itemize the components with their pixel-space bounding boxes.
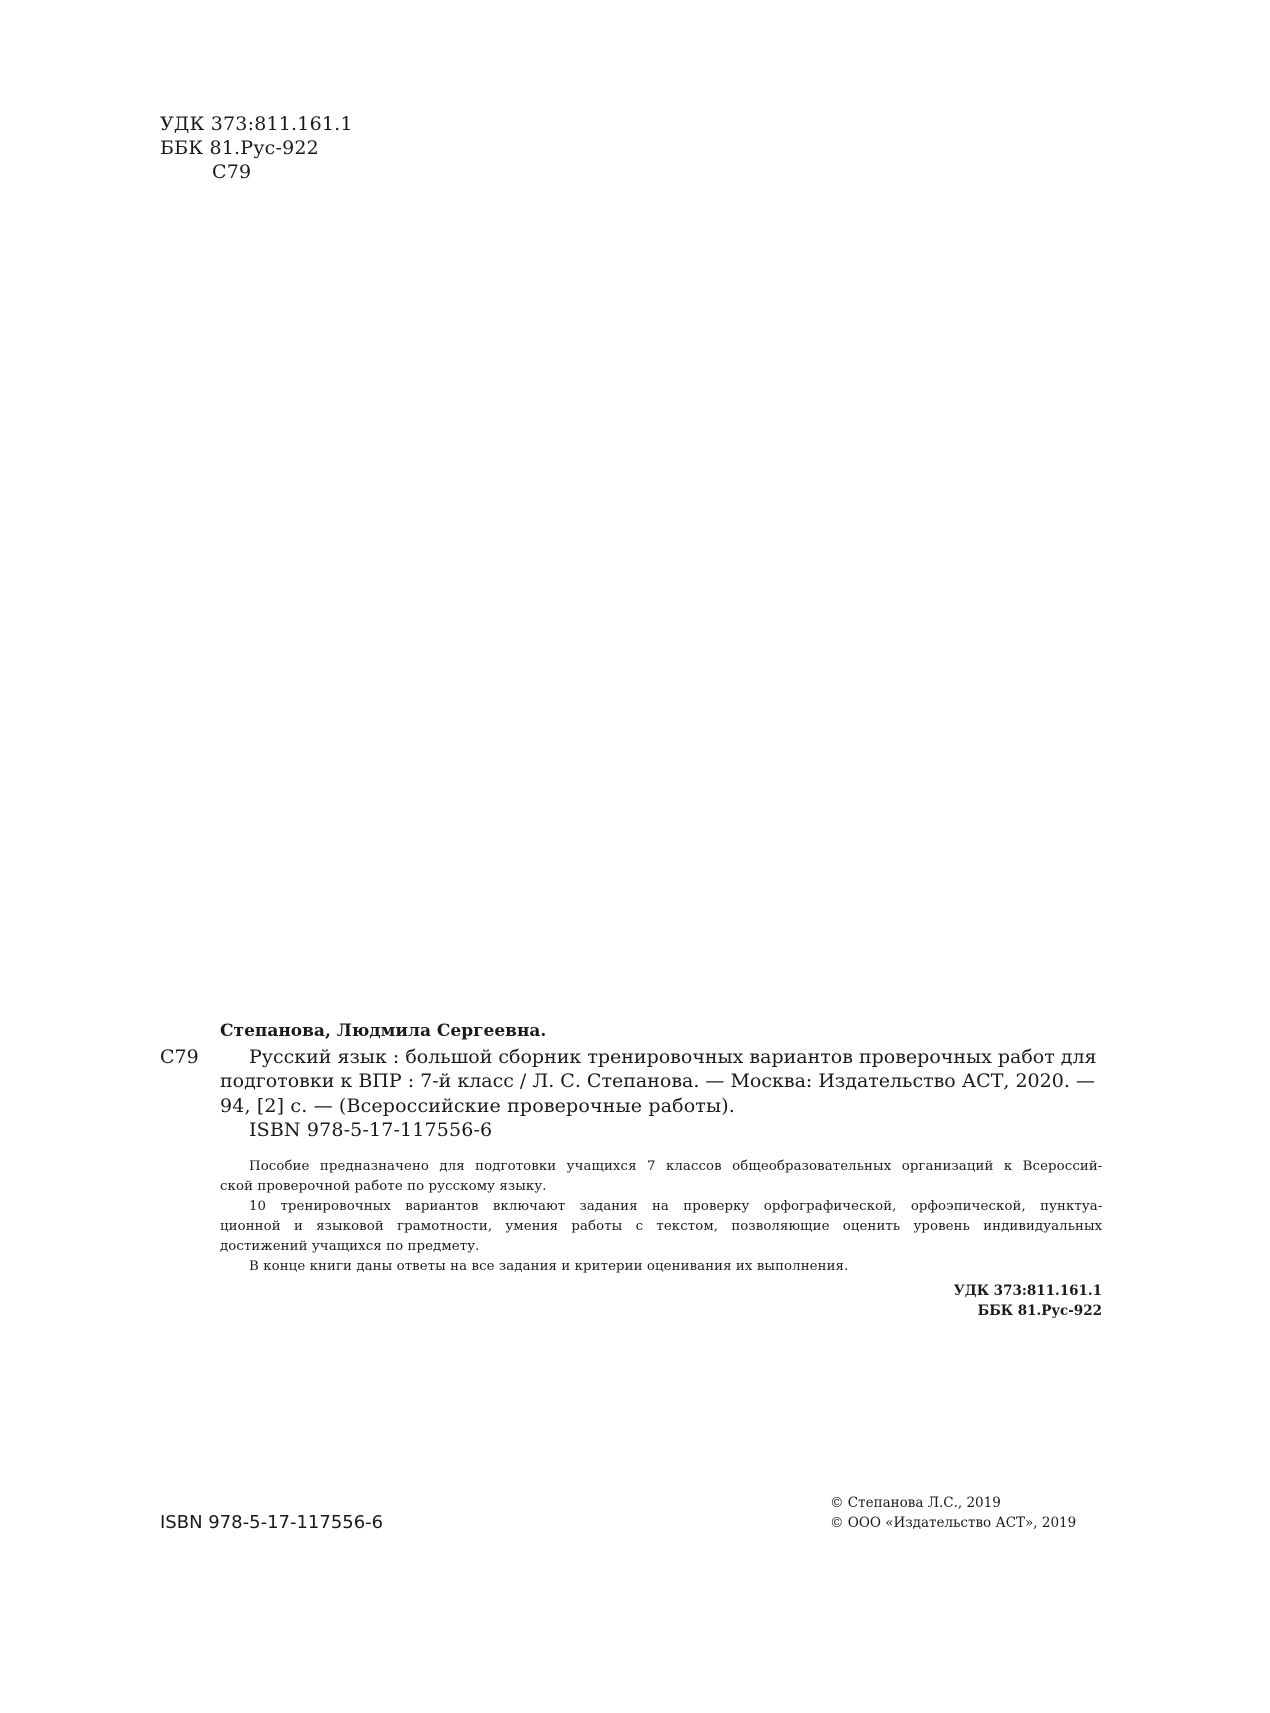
annotation-line: ской проверочной работе по русскому языку.: [220, 1179, 547, 1194]
bbk-code: ББК 81.Рус-922: [160, 137, 319, 159]
annotation-line: достижений учащихся по предмету.: [220, 1239, 480, 1254]
annotation-line: 10 тренировочных вариантов включают задания на проверку орфографической, орфоэпической, пунктуа-: [249, 1199, 1103, 1214]
catalog-bbk: ББК 81.Рус-922: [977, 1303, 1102, 1319]
catalog-author-mark: С79: [160, 1046, 199, 1068]
author-mark: С79: [212, 161, 252, 183]
catalog-author: Степанова, Людмила Сергеевна.: [220, 1021, 547, 1041]
bibliographic-line: подготовки к ВПР : 7-й класс / Л. С. Степанова. — Москва: Издательство АСТ, 2020. —: [220, 1070, 1095, 1092]
bibliographic-line: Русский язык : большой сборник тренировочных вариантов проверочных работ для: [249, 1046, 1097, 1068]
annotation-line: Пособие предназначено для подготовки учащихся 7 классов общеобразовательных организаций к Всероссий-: [249, 1159, 1103, 1174]
annotation-line: ционной и языковой грамотности, умения работы с текстом, позволяющие оценить уровень индивидуальных: [220, 1219, 1103, 1234]
copyright-line: © Степанова Л.С., 2019: [830, 1495, 1001, 1511]
bibliographic-line: 94, [2] с. — (Всероссийские проверочные работы).: [220, 1095, 735, 1117]
isbn: ISBN 978-5-17-117556-6: [160, 1512, 384, 1533]
catalog-udk: УДК 373:811.161.1: [953, 1283, 1102, 1299]
annotation-line: В конце книги даны ответы на все задания и критерии оценивания их выполнения.: [249, 1259, 849, 1274]
catalog-isbn: ISBN 978-5-17-117556-6: [249, 1119, 493, 1141]
udk-code: УДК 373:811.161.1: [160, 113, 353, 135]
copyright-line: © ООО «Издательство АСТ», 2019: [830, 1515, 1077, 1531]
